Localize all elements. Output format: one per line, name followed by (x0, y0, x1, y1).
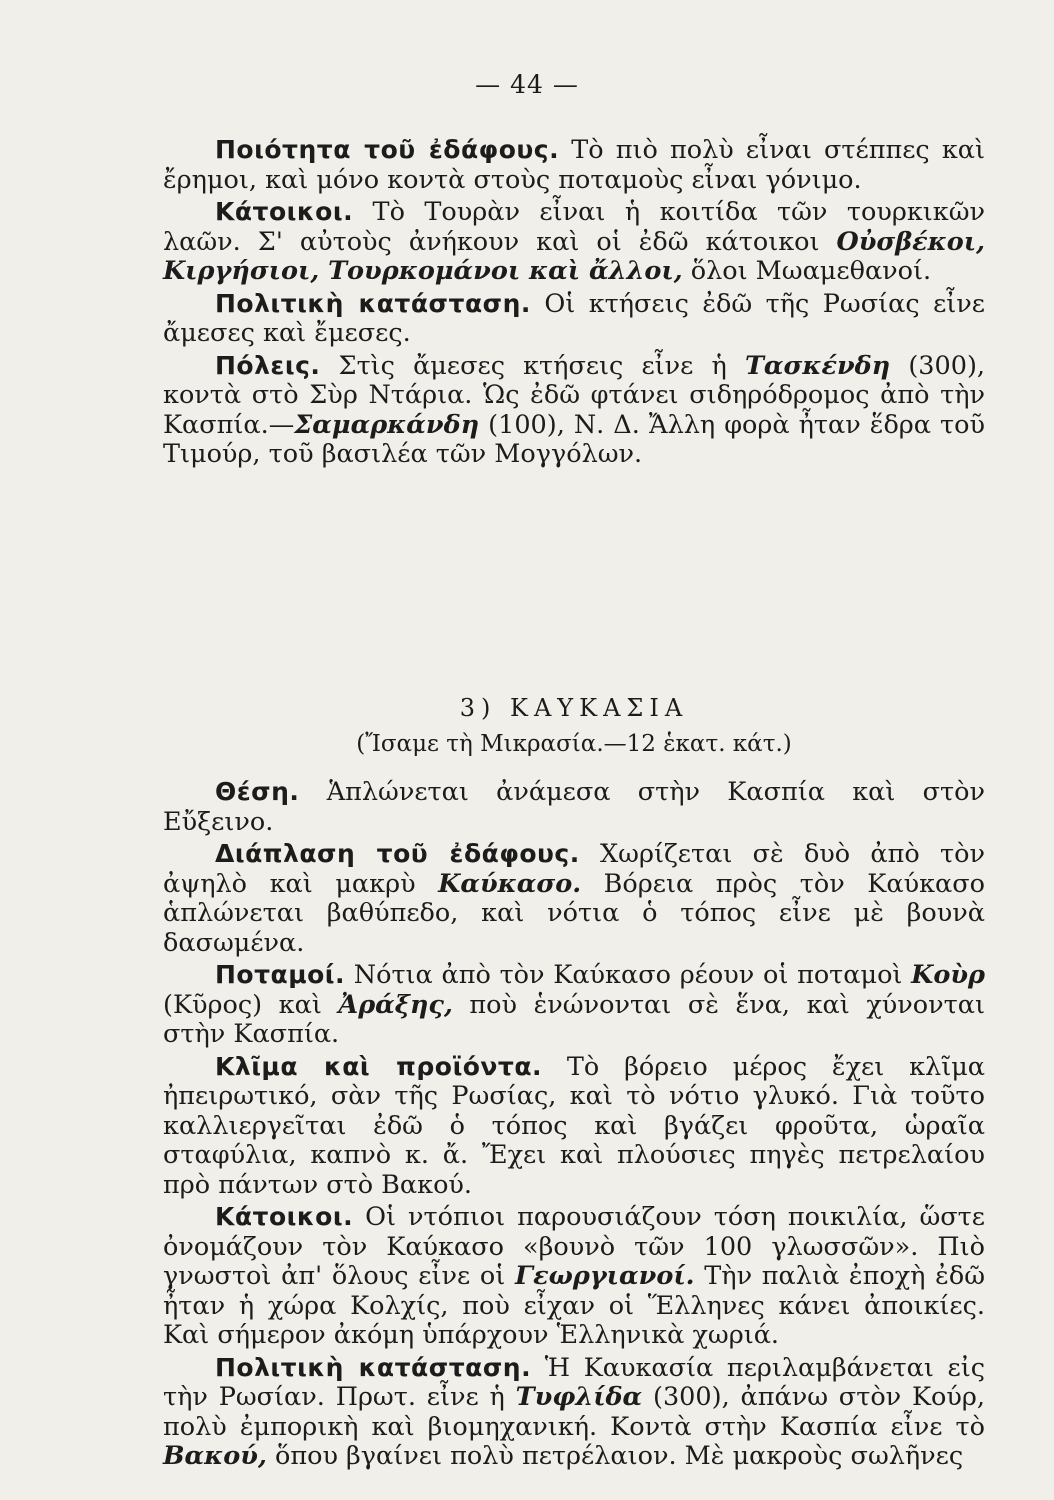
paragraph-heading: Πολιτικὴ κατάσταση. (215, 288, 531, 318)
paragraph-heading: Κάτοικοι. (215, 1202, 354, 1231)
body-text: (100), Ν. Δ. Ἄλλη φορὰ ἦταν ἕδρα τοῦ Τιμούρ, τοῦ βασιλέα τῶν Μογγόλων. (163, 409, 985, 469)
body-text: ποὺ ἑνώνονται σὲ ἕνα, καὶ χύνονται στὴν Κασπία. (163, 989, 985, 1049)
paragraph-heading: Κάτοικοι. (215, 197, 354, 226)
body-text: Ἁπλώνεται ἀνάμεσα στὴν Κασπία καὶ στὸν Εὔξεινο. (163, 777, 985, 837)
body-text: Νότια ἀπὸ τὸν Καύκασο ρέουν οἱ ποταμοὶ (345, 960, 912, 990)
emphasized-name: Τασκένδη (744, 350, 891, 381)
paragraph-heading: Ποταμοί. (215, 960, 346, 989)
paragraph-heading: Πόλεις. (215, 350, 321, 380)
section-subtitle: (Ἴσαμε τὴ Μικρασία.—12 ἑκατ. κάτ.) (356, 730, 792, 757)
paragraph-heading: Πολιτικὴ κατάσταση. (215, 1352, 532, 1382)
paragraph (163, 1353, 985, 1472)
emphasized-name: Ἀράξης, (338, 989, 453, 1020)
body-text: Οἱ κτήσεις ἐδῶ τῆς Ρωσίας εἶνε ἄμεσες καὶ ἔμεσες. (163, 288, 985, 348)
paragraph (163, 289, 985, 349)
caucasus-text-block (163, 660, 985, 1474)
body-text: Χωρίζεται σὲ δυὸ ἀπὸ τὸν ἀψηλὸ καὶ μακρὺ (163, 839, 985, 899)
paragraph (163, 1052, 985, 1201)
paragraph (163, 197, 985, 287)
paragraph (163, 351, 985, 470)
emphasized-name: Βακού, (163, 1441, 267, 1471)
emphasized-name: Οὐσβέκοι, Κιργήσιοι, Τουρκομάνοι καὶ ἄλλοι, (163, 226, 985, 286)
body-text: ὅπου βγαίνει πολὺ πετρέλαιον. Μὲ μακροὺς σωλῆνες (266, 1441, 964, 1471)
paragraph (163, 960, 985, 1050)
paragraph-heading: Κλῖμα καὶ προϊόντα. (215, 1051, 543, 1081)
body-text: (300), ἀπάνω στὸν Κούρ, πολὺ ἐμπορικὴ καὶ βιομηχανική. Κοντὰ στὴν Κασπία εἶνε τὸ (163, 1382, 985, 1442)
body-text: Οἱ ντόπιοι παρουσιάζουν τόση ποικιλία, ὥστε ὀνομάζουν τὸν Καύκασο «βουνὸ τῶν 100 γλωσσῶν». Πιὸ γνωστοὶ ἀπ' ὅλους εἶνε οἱ (163, 1202, 985, 1291)
page-number: — 44 — (475, 70, 579, 99)
body-text: Τὸ πιὸ πολὺ εἶναι στέππες καὶ ἔρημοι, καὶ μόνο κοντὰ στοὺς ποταμοὺς εἶναι γόνιμο. (163, 135, 986, 195)
paragraph (163, 777, 985, 837)
paragraph (163, 135, 985, 195)
emphasized-name: Σαμαρκάνδη (294, 409, 480, 440)
paragraph (163, 839, 985, 958)
body-text: Βόρεια πρὸς τὸν Καύκασο ἁπλώνεται βαθύπεδο, καὶ νότια ὁ τόπος εἶνε μὲ βουνὰ δασωμένα. (163, 868, 985, 958)
emphasized-name: Κοὺρ (911, 960, 985, 990)
section-title: 3) ΚΑΥΚΑΣΙΑ (459, 694, 689, 722)
emphasized-name: Καύκασο. (438, 868, 582, 899)
body-text: Ἡ Καυκασία περιλαμβάνεται εἰς τὴν Ρωσίαν. Πρωτ. εἶνε ἡ (163, 1352, 985, 1412)
body-text: Στὶς ἄμεσες κτήσεις εἶνε ἡ (320, 350, 745, 381)
body-text: ὅλοι Μωαμεθανοί. (682, 256, 932, 286)
body-text: (Κῦρος) καὶ (163, 989, 339, 1020)
paragraph (163, 1202, 985, 1351)
body-text: Τὸ Τουρὰν εἶναι ἡ κοιτίδα τῶν τουρκικῶν λαῶν. Σ' αὐτοὺς ἀνήκουν καὶ οἱ ἐδῶ κάτοικοι (163, 197, 985, 257)
body-text: (300), κοντὰ στὸ Σὺρ Ντάρια. Ὡς ἐδῶ φτάνει σιδηρόδρομος ἀπὸ τὴν Κασπία.— (163, 350, 986, 440)
paragraph-heading: Θέση. (215, 777, 300, 806)
paragraph-heading: Ποιότητα τοῦ ἐδάφους. (215, 135, 560, 164)
body-text: Τὸ βόρειο μέρος ἔχει κλῖμα ἠπειρωτικό, σὰν τῆς Ρωσίας, καὶ τὸ νότιο γλυκό. Γιὰ τοῦτο καλλιεργεῖται ἐδῶ ὁ τόπος καὶ βγάζει φροῦτα, ὡραῖα σταφύλια, καπνὸ κ. ἄ. Ἔχει καὶ πλούσιες πηγὲς πετρελαίου πρὸ πάντων στὸ Βακού. (163, 1051, 985, 1200)
emphasized-name: Γεωργιανοί. (514, 1261, 695, 1291)
paragraph-heading: Διάπλαση τοῦ ἐδάφους. (215, 839, 580, 868)
body-text: Τὴν παλιὰ ἐποχὴ ἐδῶ ἦταν ἡ χώρα Κολχίς, ποὺ εἶχαν οἱ Ἕλληνες κάνει ἀποικίες. Καὶ σήμερον ἀκόμη ὑπάρχουν Ἑλληνικὰ χωριά. (163, 1261, 985, 1350)
emphasized-name: Τυφλίδα (515, 1382, 643, 1412)
turan-text-block (163, 135, 985, 472)
